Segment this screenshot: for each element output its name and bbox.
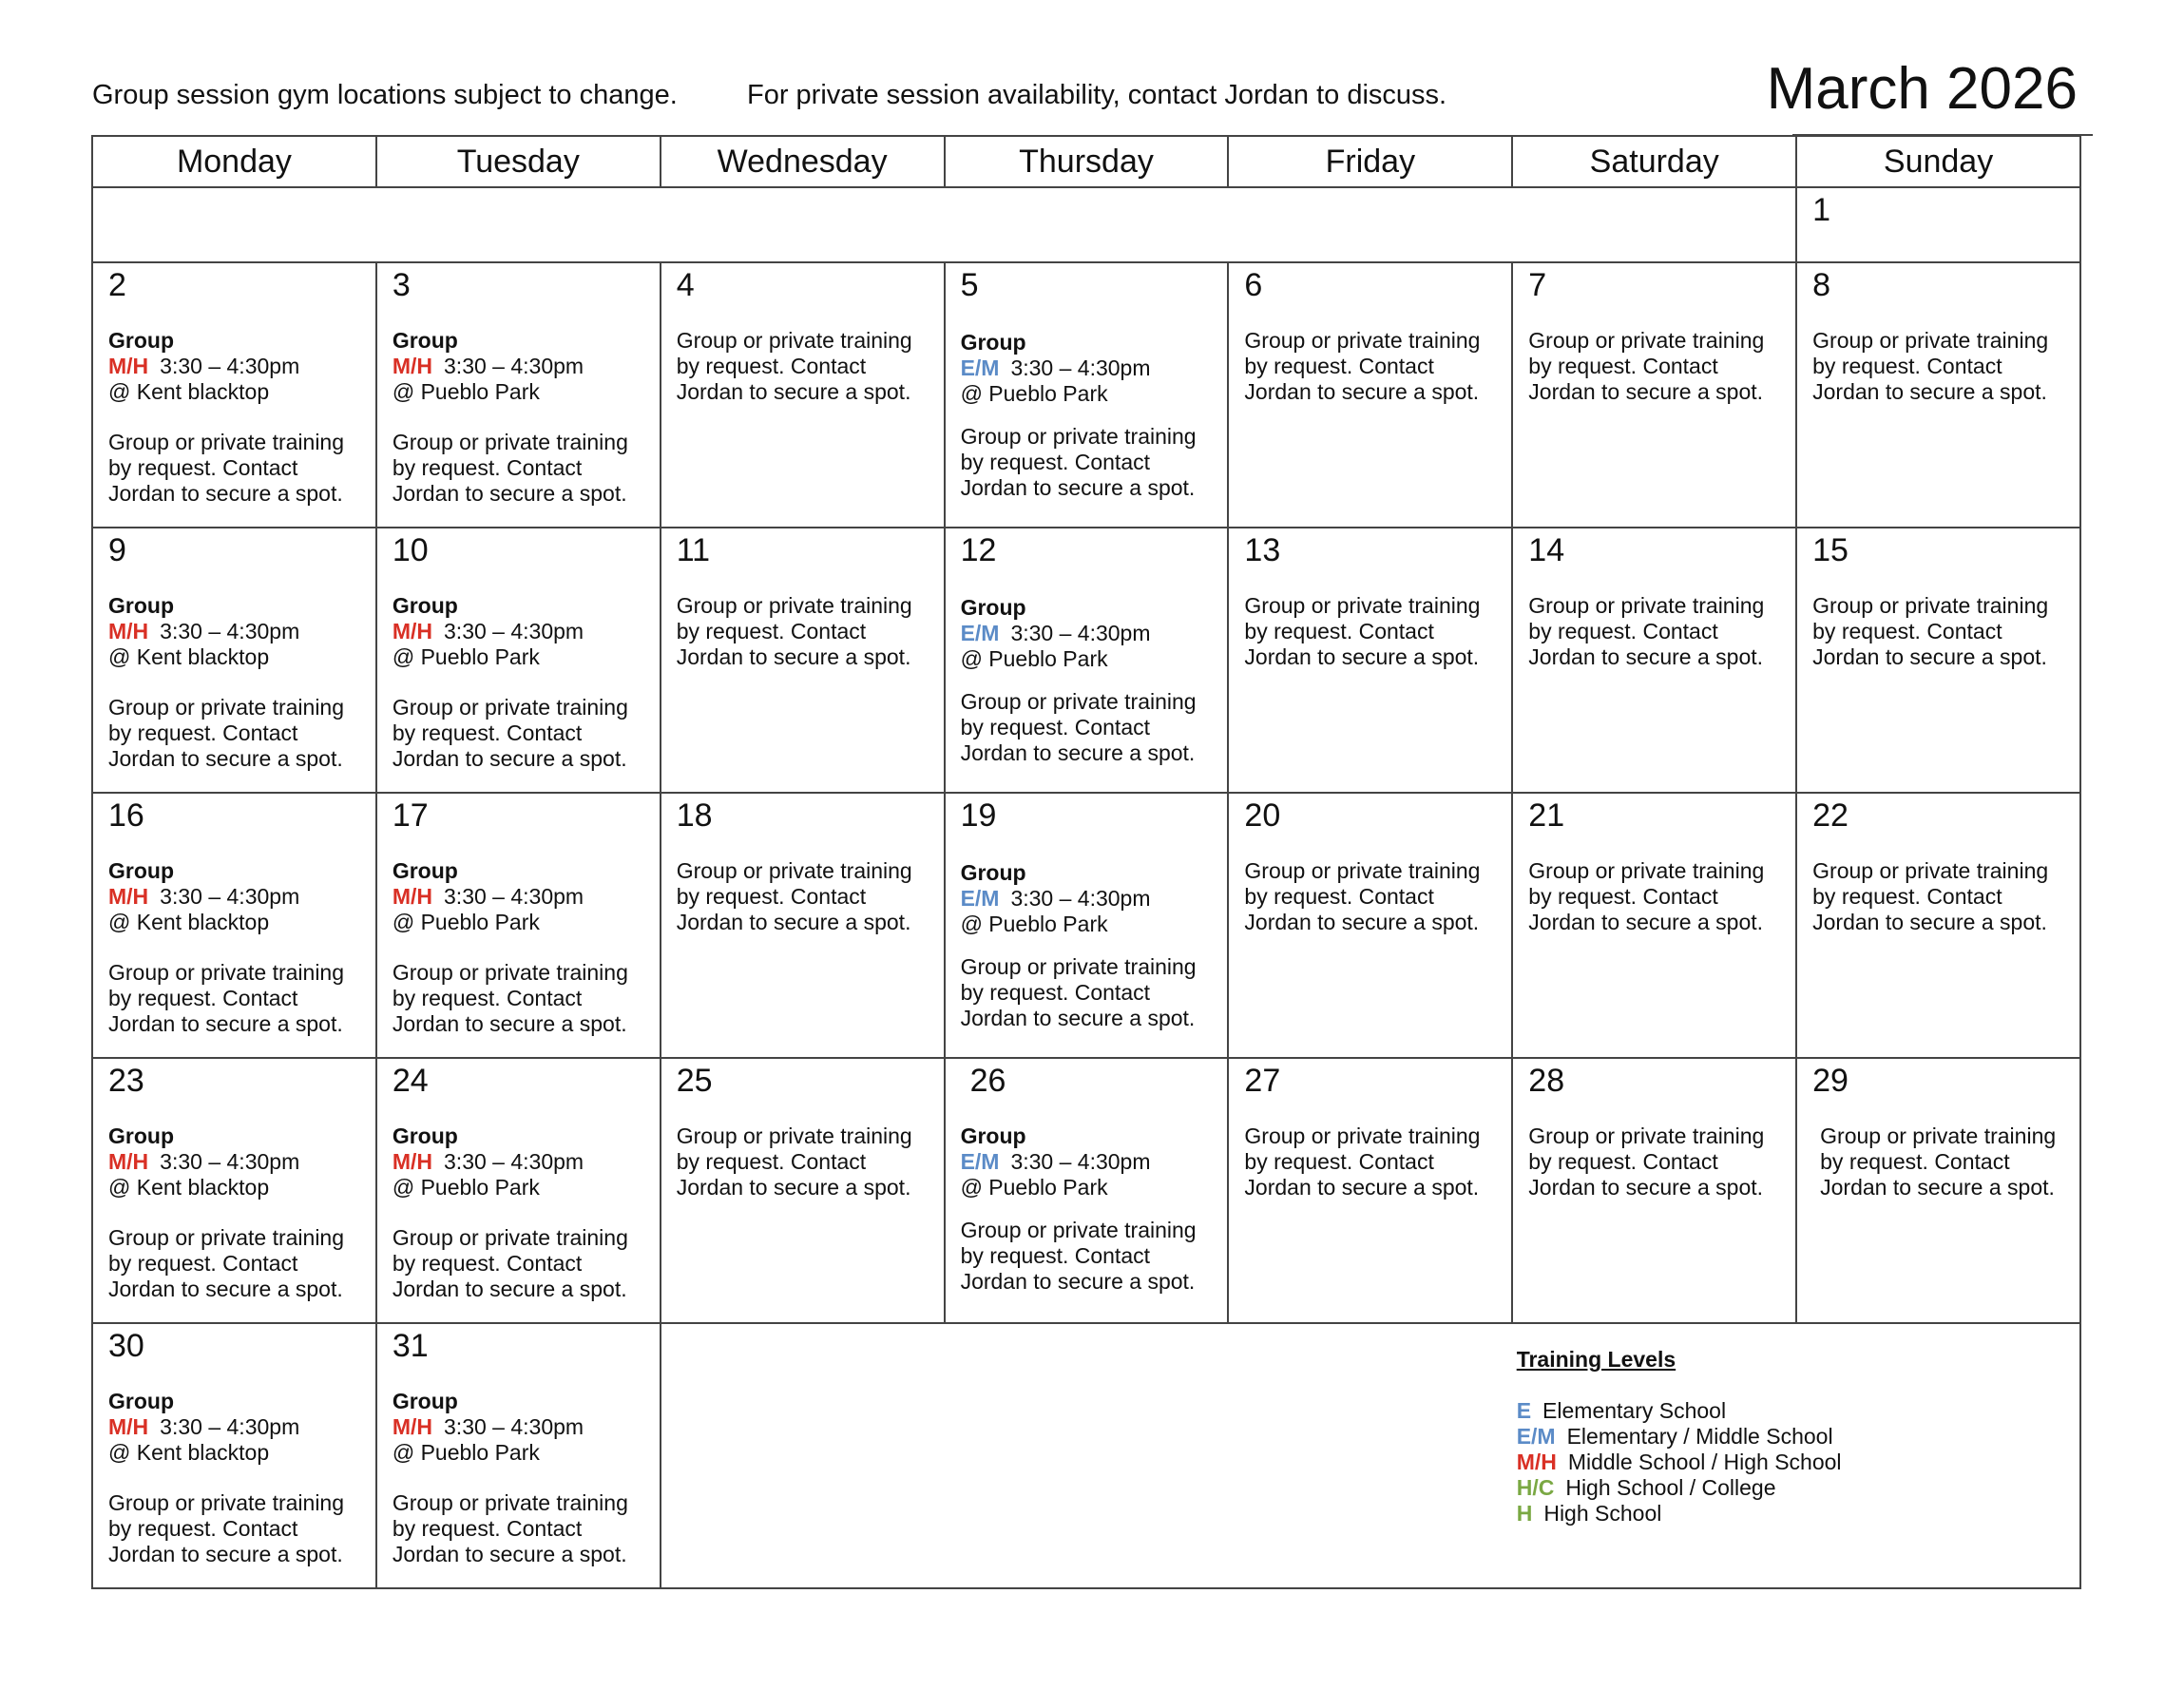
session-location: @ Pueblo Park: [960, 381, 1108, 406]
spacer: [393, 405, 652, 430]
day-cell-19: [946, 794, 1230, 1059]
day-number: 1: [1812, 192, 1831, 228]
request-text-line-2: by request. Contact: [960, 980, 1151, 1005]
request-text-line-3: Jordan to secure a spot.: [108, 746, 343, 771]
day-content: [393, 1123, 652, 1302]
session-time-line: [108, 354, 368, 379]
legend-label: Middle School / High School: [1567, 1450, 1842, 1474]
day-number: 16: [108, 797, 144, 834]
group-label: Group: [960, 1123, 1026, 1148]
day-number: 12: [960, 532, 997, 568]
group-label: Group: [392, 593, 458, 618]
day-number: 29: [1812, 1063, 1849, 1099]
session-location: @ Pueblo Park: [392, 1440, 540, 1465]
day-number: 11: [676, 532, 710, 568]
group-label: Group: [960, 860, 1026, 885]
request-text-line-2: by request. Contact: [392, 720, 583, 745]
request-text-line-2: by request. Contact: [1244, 354, 1434, 378]
day-content: [393, 1389, 652, 1567]
request-text-line-2: by request. Contact: [108, 1516, 298, 1541]
spacer: [961, 1200, 1220, 1218]
level-code: M/H: [392, 884, 433, 909]
request-text-line-1: Group or private training: [108, 1490, 345, 1515]
request-text-line-3: Jordan to secure a spot.: [960, 475, 1196, 500]
day-number: 6: [1244, 267, 1263, 303]
weekday-header-sunday: Sunday: [1797, 137, 2081, 188]
request-text-line-1: Group or private training: [1528, 1123, 1765, 1148]
legend-code: H/C: [1516, 1475, 1555, 1500]
session-location: @ Pueblo Park: [392, 910, 540, 934]
request-text-line-1: Group or private training: [1244, 858, 1481, 883]
day-cell-30: [93, 1324, 377, 1589]
day-cell-17: [377, 794, 661, 1059]
day-cell-7: [1513, 263, 1797, 528]
session-location: @ Kent blacktop: [108, 379, 270, 404]
session-time-line: [393, 884, 652, 910]
request-text-line-1: Group or private training: [1812, 858, 2049, 883]
session-location: @ Kent blacktop: [108, 1175, 270, 1200]
request-text-line-2: by request. Contact: [108, 986, 298, 1010]
day-content: [1812, 328, 2072, 405]
request-text-line-1: Group or private training: [960, 689, 1197, 714]
day-content: [108, 328, 368, 507]
day-cell-26: [946, 1059, 1230, 1324]
session-time: 3:30 – 4:30pm: [1010, 621, 1151, 645]
session-time-line: [393, 354, 652, 379]
day-cell-25: [661, 1059, 946, 1324]
session-time: 3:30 – 4:30pm: [160, 1149, 300, 1174]
day-number: 4: [676, 267, 695, 303]
session-time: 3:30 – 4:30pm: [160, 354, 300, 378]
request-text-line-3: Jordan to secure a spot.: [1244, 1175, 1480, 1200]
request-text-line-1: Group or private training: [676, 858, 912, 883]
legend-label: Elementary / Middle School: [1566, 1424, 1833, 1449]
group-label: Group: [108, 858, 174, 883]
day-content: [677, 1123, 936, 1200]
request-text-line-3: Jordan to secure a spot.: [1812, 910, 2047, 934]
request-text-line-1: Group or private training: [392, 430, 628, 454]
weekday-header-saturday: Saturday: [1513, 137, 1797, 188]
day-number: 25: [676, 1063, 713, 1099]
spacer: [108, 935, 368, 960]
day-cell-14: [1513, 528, 1797, 794]
legend-code: M/H: [1516, 1450, 1557, 1474]
legend-label: High School / College: [1565, 1475, 1776, 1500]
session-location: @ Pueblo Park: [392, 644, 540, 669]
session-location: @ Pueblo Park: [392, 1175, 540, 1200]
request-text-line-2: by request. Contact: [1528, 1149, 1718, 1174]
day-cell-22: [1797, 794, 2081, 1059]
group-label: Group: [960, 330, 1026, 355]
request-text-line-3: Jordan to secure a spot.: [1528, 1175, 1764, 1200]
spacer: [108, 1466, 368, 1490]
session-location: @ Pueblo Park: [392, 379, 540, 404]
spacer: [108, 670, 368, 695]
group-label: Group: [108, 593, 174, 618]
day-cell-13: [1229, 528, 1513, 794]
group-label: Group: [960, 595, 1026, 620]
day-content: [1528, 1123, 1788, 1200]
request-text-line-3: Jordan to secure a spot.: [392, 1542, 627, 1566]
day-number: 17: [392, 797, 429, 834]
request-text-line-3: Jordan to secure a spot.: [960, 1006, 1196, 1030]
session-time-line: [393, 619, 652, 644]
day-content: [677, 328, 936, 405]
request-text-line-2: by request. Contact: [1812, 619, 2002, 643]
day-cell-9: [93, 528, 377, 794]
day-number: 24: [392, 1063, 429, 1099]
day-content: [1244, 328, 1504, 405]
request-text-line-2: by request. Contact: [960, 1243, 1151, 1268]
weekday-header-thursday: Thursday: [946, 137, 1230, 188]
day-content: [961, 595, 1220, 766]
gym-location-note: Group session gym locations subject to change.: [92, 80, 678, 110]
request-text-line-1: Group or private training: [392, 695, 628, 720]
month-title: March 2026: [1766, 56, 2078, 122]
day-number: 30: [108, 1328, 144, 1364]
day-content: [393, 328, 652, 507]
spacer: [108, 1200, 368, 1225]
day-cell-12: [946, 528, 1230, 794]
request-text-line-3: Jordan to secure a spot.: [108, 481, 343, 506]
request-text-line-1: Group or private training: [108, 430, 345, 454]
day-cell-4: [661, 263, 946, 528]
request-text-line-1: Group or private training: [392, 1490, 628, 1515]
request-text-line-2: by request. Contact: [1244, 1149, 1434, 1174]
request-text-line-1: Group or private training: [1528, 593, 1765, 618]
level-code: M/H: [392, 1414, 433, 1439]
day-cell-21: [1513, 794, 1797, 1059]
day-cell-6: [1229, 263, 1513, 528]
request-text-line-2: by request. Contact: [1820, 1149, 2010, 1174]
group-label: Group: [108, 328, 174, 353]
request-text-line-3: Jordan to secure a spot.: [392, 746, 627, 771]
day-content: [1244, 593, 1504, 670]
request-text-line-1: Group or private training: [1812, 328, 2049, 353]
request-text-line-1: Group or private training: [1820, 1123, 2057, 1148]
group-label: Group: [392, 1389, 458, 1413]
session-time: 3:30 – 4:30pm: [1010, 355, 1151, 380]
request-text-line-1: Group or private training: [960, 954, 1197, 979]
session-time: 3:30 – 4:30pm: [1010, 1149, 1151, 1174]
weekday-header-monday: Monday: [93, 137, 377, 188]
group-label: Group: [392, 858, 458, 883]
day-content: [677, 858, 936, 935]
group-label: Group: [108, 1389, 174, 1413]
request-text-line-2: by request. Contact: [1812, 884, 2002, 909]
session-time-line: [961, 886, 1220, 912]
day-content: [677, 593, 936, 670]
session-location: @ Kent blacktop: [108, 910, 270, 934]
day-number: 22: [1812, 797, 1849, 834]
spacer: [393, 935, 652, 960]
group-label: Group: [392, 1123, 458, 1148]
day-number: 23: [108, 1063, 144, 1099]
training-levels-legend: [1517, 1347, 1842, 1527]
day-cell-3: [377, 263, 661, 528]
group-label: Group: [392, 328, 458, 353]
day-cell-23: [93, 1059, 377, 1324]
day-content: [108, 1389, 368, 1567]
request-text-line-1: Group or private training: [1244, 593, 1481, 618]
day-number: 2: [108, 267, 126, 303]
request-text-line-2: by request. Contact: [108, 1251, 298, 1276]
session-location: @ Pueblo Park: [960, 912, 1108, 936]
day-content: [108, 1123, 368, 1302]
request-text-line-3: Jordan to secure a spot.: [960, 1269, 1196, 1294]
session-time-line: [108, 1414, 368, 1440]
request-text-line-2: by request. Contact: [1244, 884, 1434, 909]
spacer: [961, 407, 1220, 424]
day-number: 10: [392, 532, 429, 568]
day-number: 9: [108, 532, 126, 568]
request-text-line-2: by request. Contact: [676, 884, 867, 909]
day-cell-11: [661, 528, 946, 794]
day-number: 20: [1244, 797, 1281, 834]
legend-item: [1517, 1450, 1842, 1475]
request-text-line-1: Group or private training: [392, 1225, 628, 1250]
request-text-line-3: Jordan to secure a spot.: [392, 1011, 627, 1036]
session-time: 3:30 – 4:30pm: [1010, 886, 1151, 911]
level-code: M/H: [108, 1414, 149, 1439]
request-text-line-1: Group or private training: [1244, 1123, 1481, 1148]
empty-week-cells: [93, 188, 1797, 263]
request-text-line-2: by request. Contact: [676, 1149, 867, 1174]
day-content: [393, 593, 652, 772]
request-text-line-1: Group or private training: [392, 960, 628, 985]
day-cell-29: [1797, 1059, 2081, 1324]
day-content: [1820, 1123, 2072, 1200]
day-content: [1528, 858, 1788, 935]
weekday-header-friday: Friday: [1229, 137, 1513, 188]
request-text-line-2: by request. Contact: [392, 986, 583, 1010]
request-text-line-2: by request. Contact: [392, 1251, 583, 1276]
request-text-line-3: Jordan to secure a spot.: [392, 1277, 627, 1301]
day-cell-16: [93, 794, 377, 1059]
day-cell-8: [1797, 263, 2081, 528]
legend-code: H: [1516, 1501, 1533, 1526]
request-text-line-3: Jordan to secure a spot.: [1528, 379, 1764, 404]
session-time: 3:30 – 4:30pm: [444, 1414, 584, 1439]
request-text-line-3: Jordan to secure a spot.: [108, 1011, 343, 1036]
day-number: 26: [969, 1063, 1006, 1099]
request-text-line-3: Jordan to secure a spot.: [1528, 910, 1764, 934]
session-location: @ Pueblo Park: [960, 646, 1108, 671]
request-text-line-3: Jordan to secure a spot.: [1244, 379, 1480, 404]
request-text-line-1: Group or private training: [1528, 328, 1765, 353]
day-content: [108, 858, 368, 1037]
spacer: [108, 405, 368, 430]
session-time-line: [393, 1414, 652, 1440]
session-time: 3:30 – 4:30pm: [444, 354, 584, 378]
day-content: [961, 1123, 1220, 1295]
request-text-line-2: by request. Contact: [1528, 884, 1718, 909]
request-text-line-1: Group or private training: [1528, 858, 1765, 883]
spacer: [393, 670, 652, 695]
session-time-line: [961, 355, 1220, 381]
legend-label: Elementary School: [1542, 1398, 1727, 1423]
session-time: 3:30 – 4:30pm: [160, 619, 300, 643]
day-content: [961, 330, 1220, 501]
request-text-line-2: by request. Contact: [960, 450, 1151, 474]
request-text-line-2: by request. Contact: [1812, 354, 2002, 378]
session-time: 3:30 – 4:30pm: [160, 884, 300, 909]
day-number: 19: [960, 797, 997, 834]
request-text-line-3: Jordan to secure a spot.: [108, 1542, 343, 1566]
request-text-line-1: Group or private training: [676, 1123, 912, 1148]
request-text-line-1: Group or private training: [108, 1225, 345, 1250]
day-content: [1528, 328, 1788, 405]
day-content: [108, 593, 368, 772]
level-code: E/M: [960, 355, 1000, 380]
session-location: @ Kent blacktop: [108, 644, 270, 669]
request-text-line-2: by request. Contact: [1244, 619, 1434, 643]
day-content: [1244, 1123, 1504, 1200]
group-label: Group: [108, 1123, 174, 1148]
day-content: [1812, 593, 2072, 670]
level-code: M/H: [108, 619, 149, 643]
session-time-line: [108, 884, 368, 910]
request-text-line-3: Jordan to secure a spot.: [108, 1277, 343, 1301]
spacer: [961, 672, 1220, 689]
day-number: 15: [1812, 532, 1849, 568]
day-cell-24: [377, 1059, 661, 1324]
legend-item: [1517, 1501, 1842, 1527]
request-text-line-3: Jordan to secure a spot.: [676, 379, 911, 404]
day-cell-31: [377, 1324, 661, 1589]
day-number: 3: [392, 267, 411, 303]
day-number: 7: [1528, 267, 1547, 303]
day-content: [1244, 858, 1504, 935]
request-text-line-2: by request. Contact: [676, 354, 867, 378]
request-text-line-1: Group or private training: [676, 593, 912, 618]
request-text-line-2: by request. Contact: [108, 720, 298, 745]
request-text-line-1: Group or private training: [676, 328, 912, 353]
request-text-line-1: Group or private training: [108, 960, 345, 985]
level-code: E/M: [960, 1149, 1000, 1174]
legend-label: High School: [1543, 1501, 1662, 1526]
legend-code: E: [1516, 1398, 1532, 1423]
request-text-line-1: Group or private training: [960, 424, 1197, 449]
session-time: 3:30 – 4:30pm: [444, 619, 584, 643]
request-text-line-2: by request. Contact: [1528, 619, 1718, 643]
session-time: 3:30 – 4:30pm: [160, 1414, 300, 1439]
session-time-line: [961, 1149, 1220, 1175]
day-content: [1812, 858, 2072, 935]
request-text-line-3: Jordan to secure a spot.: [392, 481, 627, 506]
private-session-note: For private session availability, contact Jordan to discuss.: [747, 80, 1447, 110]
day-number: 28: [1528, 1063, 1565, 1099]
session-time: 3:30 – 4:30pm: [444, 884, 584, 909]
level-code: E/M: [960, 886, 1000, 911]
day-cell-27: [1229, 1059, 1513, 1324]
request-text-line-3: Jordan to secure a spot.: [1812, 644, 2047, 669]
level-code: M/H: [392, 619, 433, 643]
day-cell-10: [377, 528, 661, 794]
request-text-line-3: Jordan to secure a spot.: [676, 910, 911, 934]
request-text-line-3: Jordan to secure a spot.: [1820, 1175, 2055, 1200]
request-text-line-3: Jordan to secure a spot.: [1244, 644, 1480, 669]
legend-cell: [661, 1324, 2081, 1589]
request-text-line-2: by request. Contact: [960, 715, 1151, 739]
session-time: 3:30 – 4:30pm: [444, 1149, 584, 1174]
request-text-line-1: Group or private training: [108, 695, 345, 720]
day-number: 14: [1528, 532, 1565, 568]
day-number: 13: [1244, 532, 1281, 568]
request-text-line-2: by request. Contact: [108, 455, 298, 480]
request-text-line-2: by request. Contact: [1528, 354, 1718, 378]
request-text-line-2: by request. Contact: [392, 455, 583, 480]
spacer: [393, 1200, 652, 1225]
day-cell-5: [946, 263, 1230, 528]
session-time-line: [393, 1149, 652, 1175]
day-content: [1528, 593, 1788, 670]
spacer: [961, 937, 1220, 954]
calendar-grid: [91, 135, 2081, 1589]
level-code: M/H: [108, 884, 149, 909]
request-text-line-3: Jordan to secure a spot.: [1812, 379, 2047, 404]
request-text-line-3: Jordan to secure a spot.: [1244, 910, 1480, 934]
session-time-line: [108, 619, 368, 644]
request-text-line-3: Jordan to secure a spot.: [1528, 644, 1764, 669]
session-time-line: [961, 621, 1220, 646]
legend-item: [1517, 1398, 1842, 1424]
day-cell-20: [1229, 794, 1513, 1059]
session-location: @ Pueblo Park: [960, 1175, 1108, 1200]
request-text-line-1: Group or private training: [1244, 328, 1481, 353]
day-cell-15: [1797, 528, 2081, 794]
day-number: 31: [392, 1328, 429, 1364]
weekday-header-tuesday: Tuesday: [377, 137, 661, 188]
day-cell-28: [1513, 1059, 1797, 1324]
level-code: E/M: [960, 621, 1000, 645]
request-text-line-3: Jordan to secure a spot.: [676, 644, 911, 669]
request-text-line-3: Jordan to secure a spot.: [676, 1175, 911, 1200]
level-code: M/H: [392, 354, 433, 378]
request-text-line-1: Group or private training: [1812, 593, 2049, 618]
legend-code: E/M: [1516, 1424, 1556, 1449]
spacer: [393, 1466, 652, 1490]
request-text-line-3: Jordan to secure a spot.: [960, 740, 1196, 765]
day-number: 8: [1812, 267, 1831, 303]
level-code: M/H: [392, 1149, 433, 1174]
day-content: [961, 860, 1220, 1031]
day-cell-1: [1797, 188, 2081, 263]
request-text-line-2: by request. Contact: [392, 1516, 583, 1541]
level-code: M/H: [108, 1149, 149, 1174]
legend-item: [1517, 1475, 1842, 1501]
legend-title: Training Levels: [1516, 1347, 1676, 1372]
level-code: M/H: [108, 354, 149, 378]
day-cell-2: [93, 263, 377, 528]
legend-item: [1517, 1424, 1842, 1450]
day-cell-18: [661, 794, 946, 1059]
day-content: [393, 858, 652, 1037]
session-location: @ Kent blacktop: [108, 1440, 270, 1465]
day-number: 21: [1528, 797, 1565, 834]
day-number: 27: [1244, 1063, 1281, 1099]
session-time-line: [108, 1149, 368, 1175]
day-number: 18: [676, 797, 713, 834]
weekday-header-wednesday: Wednesday: [661, 137, 946, 188]
day-number: 5: [960, 267, 979, 303]
request-text-line-1: Group or private training: [960, 1218, 1197, 1242]
request-text-line-2: by request. Contact: [676, 619, 867, 643]
